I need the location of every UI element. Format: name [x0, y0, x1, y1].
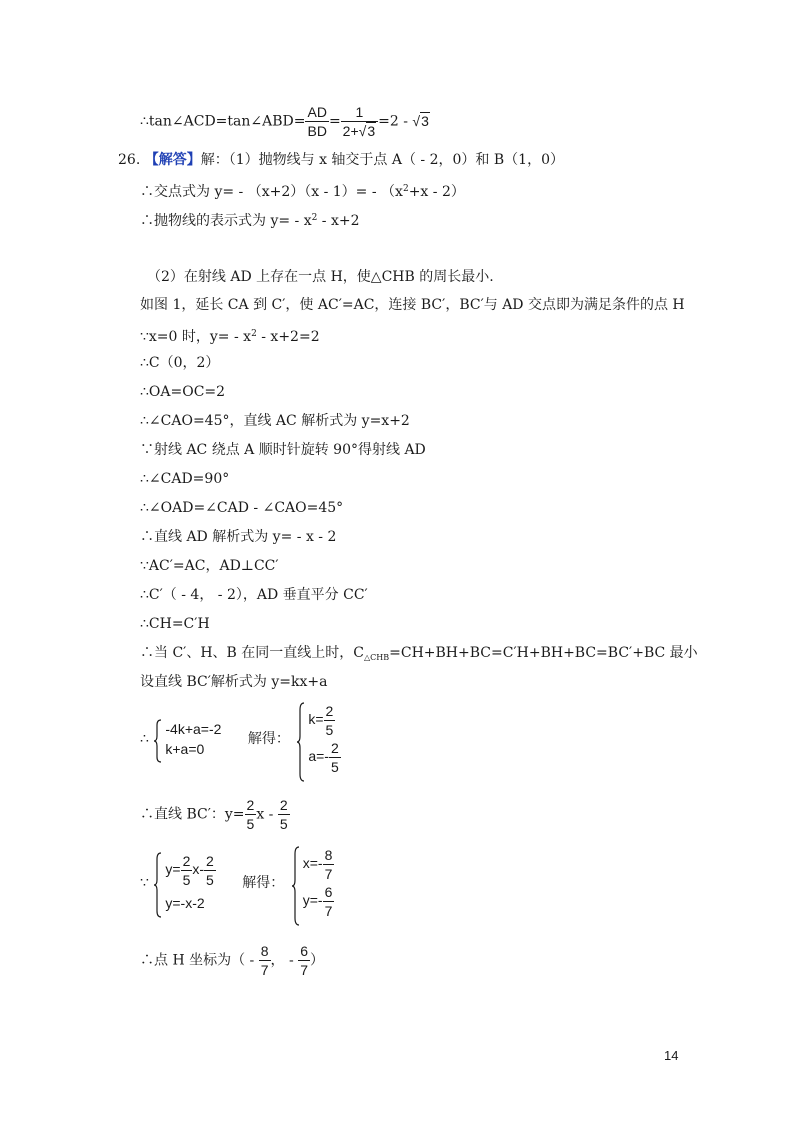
solution-line: ∴∠CAO=45°，直线 AC 解析式为 y=x+2	[140, 413, 410, 429]
tan-equation-line: ∴tan∠ACD=tan∠ABD= $\frac{AD}{BD}$ = $\frac{1}{2+√3}$ =2 - √3	[140, 104, 429, 139]
solution-line: ∴∠CAD=90°	[140, 471, 230, 487]
left-brace-icon	[296, 702, 306, 782]
equation-system-1: ∴ -4k+a=-2 k+a=0 解得： k= $\frac{2}{5}$ a=- $\frac{2}{5}$	[140, 702, 341, 782]
system-left: -4k+a=-2 k+a=0	[153, 719, 221, 760]
left-brace-icon	[153, 719, 163, 763]
point-h-coordinates: ∴点 H 坐标为（ - $\frac{8}{7}$ ， - $\frac{6}{7}$ ）	[140, 943, 324, 978]
fraction-one-over: $\frac{1}{2+√3}$	[341, 103, 378, 140]
equation-system-2: ∵ y= $\frac{2}{5}$ x- $\frac{2}{5}$ y=-x-2 解得： x=- $\frac{8}{7}$ y=- $\frac{6}{7}$	[140, 846, 334, 926]
solution-line: ∴∠OAD=∠CAD - ∠CAO=45°	[140, 500, 344, 516]
system-left: y= $\frac{2}{5}$ x- $\frac{2}{5}$ y=-x-2	[153, 852, 215, 914]
sqrt-symbol: √3	[412, 112, 429, 129]
solution-line: ∴C（0，2）	[140, 355, 220, 371]
tan-equation-text: ∴tan∠ACD=tan∠ABD=	[140, 113, 306, 130]
left-brace-icon	[291, 846, 301, 926]
question-text: 解：（1）抛物线与 x 轴交于点 A（ - 2，0）和 B（1，0）	[200, 152, 564, 168]
solution-line: 如图 1，延长 CA 到 C′，使 AC′=AC，连接 BC′，BC′与 AD 交点即为满足条件的点 H	[140, 297, 685, 313]
sqrt-symbol: √3	[358, 123, 376, 139]
solution-line: ∴当 C′、H、B 在同一直线上时，$C_{\triangle CHB}=CH+BH+BC=C'H+BH+BC=BC'+BC$ 最小	[140, 645, 698, 662]
solution-line: ∵x=0 时，$y= - x^2 - x+2=2$	[140, 329, 320, 345]
answer-tag: 【解答】	[144, 152, 201, 168]
solution-line: ∴直线 AD 解析式为 y= - x - 2	[140, 529, 337, 545]
solution-line: ∴抛物线的表示式为 $y= - x^2 - x+2$	[140, 213, 360, 229]
question-26-heading	[118, 150, 564, 170]
page-number: 14	[664, 1048, 679, 1063]
system-solution: x=- $\frac{8}{7}$ y=- $\frac{6}{7}$	[291, 846, 335, 920]
solution-line: ∴OA=OC=2	[140, 384, 226, 400]
solution-line: ∴交点式为 $y= - (x+2)(x - 1)= - (x^2+x - 2)$	[140, 184, 465, 200]
part-2-heading: （2）在射线 AD 上存在一点 H，使△CHB 的周长最小.	[147, 269, 494, 285]
left-brace-icon	[153, 852, 163, 918]
solution-line: ∵射线 AC 绕点 A 顺时针旋转 90°得射线 AD	[140, 442, 426, 458]
solution-line: ∴C′（ - 4， - 2），AD 垂直平分 CC′	[140, 587, 368, 603]
solution-line: ∵AC′=AC，AD⊥CC′	[140, 558, 279, 574]
system-solution: k= $\frac{2}{5}$ a=- $\frac{2}{5}$	[296, 702, 340, 776]
line-bc-equation: ∴直线 BC′：y= $\frac{2}{5}$ x - $\frac{2}{5}$	[140, 797, 288, 832]
question-number: 26.	[118, 152, 141, 168]
solution-line: ∴CH=C′H	[140, 616, 210, 632]
solution-line: 设直线 BC′解析式为 y=kx+a	[140, 674, 328, 690]
fraction-ad-bd: $\frac{AD}{BD}$	[307, 104, 327, 139]
